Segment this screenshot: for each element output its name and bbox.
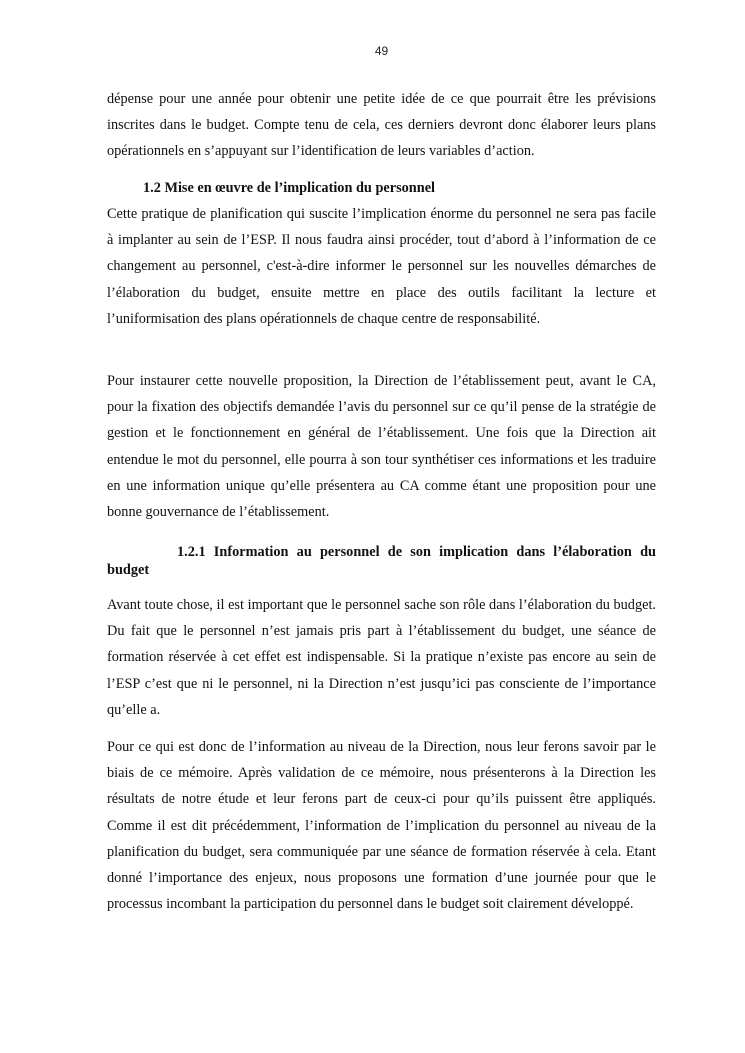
paragraph-5: Pour ce qui est donc de l’information au niveau de la Direction, nous leur ferons savoir par le biais de ce mémoire. Après validation de ce mémoire, nous présenterons à la Direction les résultats de notre étude et leur ferons part de ceux-ci pour qu’ils puissent être appliqués. Comme il est dit précédemment, l’information de l’implication du personnel au niveau de la planification du budget, sera communiquée par une séance de formation réservée à cela. Etant donné l’importance des enjeux, nous proposons une formation d’une journée pour que le processus incombant la participation du personnel dans le budget soit clairement développé. — [107, 739, 656, 913]
subsection-heading-1-2-1: 1.2.1 Information au personnel de son implication dans l’élaboration du budget — [107, 544, 656, 578]
paragraph-1: dépense pour une année pour obtenir une petite idée de ce que pourrait être les prévisions inscrites dans le budget. Compte tenu de cela, ces derniers devront donc élaborer leurs plans opérationnels en s’appuyant sur l’identification de leurs variables d’action. — [107, 91, 656, 160]
paragraph-2: Cette pratique de planification qui suscite l’implication énorme du personnel ne sera pas facile à implanter au sein de l’ESP. Il nous faudra ainsi procéder, tout d’abord à l’information de ce changement au personnel, c'est-à-dire informer le personnel sur les nouvelles démarches de l’élaboration du budget, ensuite mettre en place des outils facilitant la lecture et l’uniformisation des plans opérationnels de chaque centre de responsabilité. — [107, 206, 656, 327]
paragraph-4: Avant toute chose, il est important que le personnel sache son rôle dans l’élaboration du budget. Du fait que le personnel n’est jamais pris part à l’établissement du budget, une séance de formation réservée à cet effet est indispensable. Si la pratique n’existe pas encore au sein de l’ESP c’est que ni le personnel, ni la Direction n’est jusqu’ici pas consciente de l’importance qu’elle a. — [107, 597, 656, 718]
section-heading-1-2: 1.2 Mise en œuvre de l’implication du personnel — [143, 180, 436, 196]
page-number: 49 — [374, 44, 389, 58]
paragraph-3: Pour instaurer cette nouvelle proposition, la Direction de l’établissement peut, avant le CA, pour la fixation des objectifs demandée l’avis du personnel sur ce qu’il pense de la stratégie de gestion et le fonctionnement en général de l’établissement. Une fois que la Direction ait entendue le mot du personnel, elle pourra à son tour synthétiser ces informations et les traduire en une information unique qu’elle présentera au CA comme étant une proposition pour une bonne gouvernance de l’établissement. — [107, 373, 656, 521]
